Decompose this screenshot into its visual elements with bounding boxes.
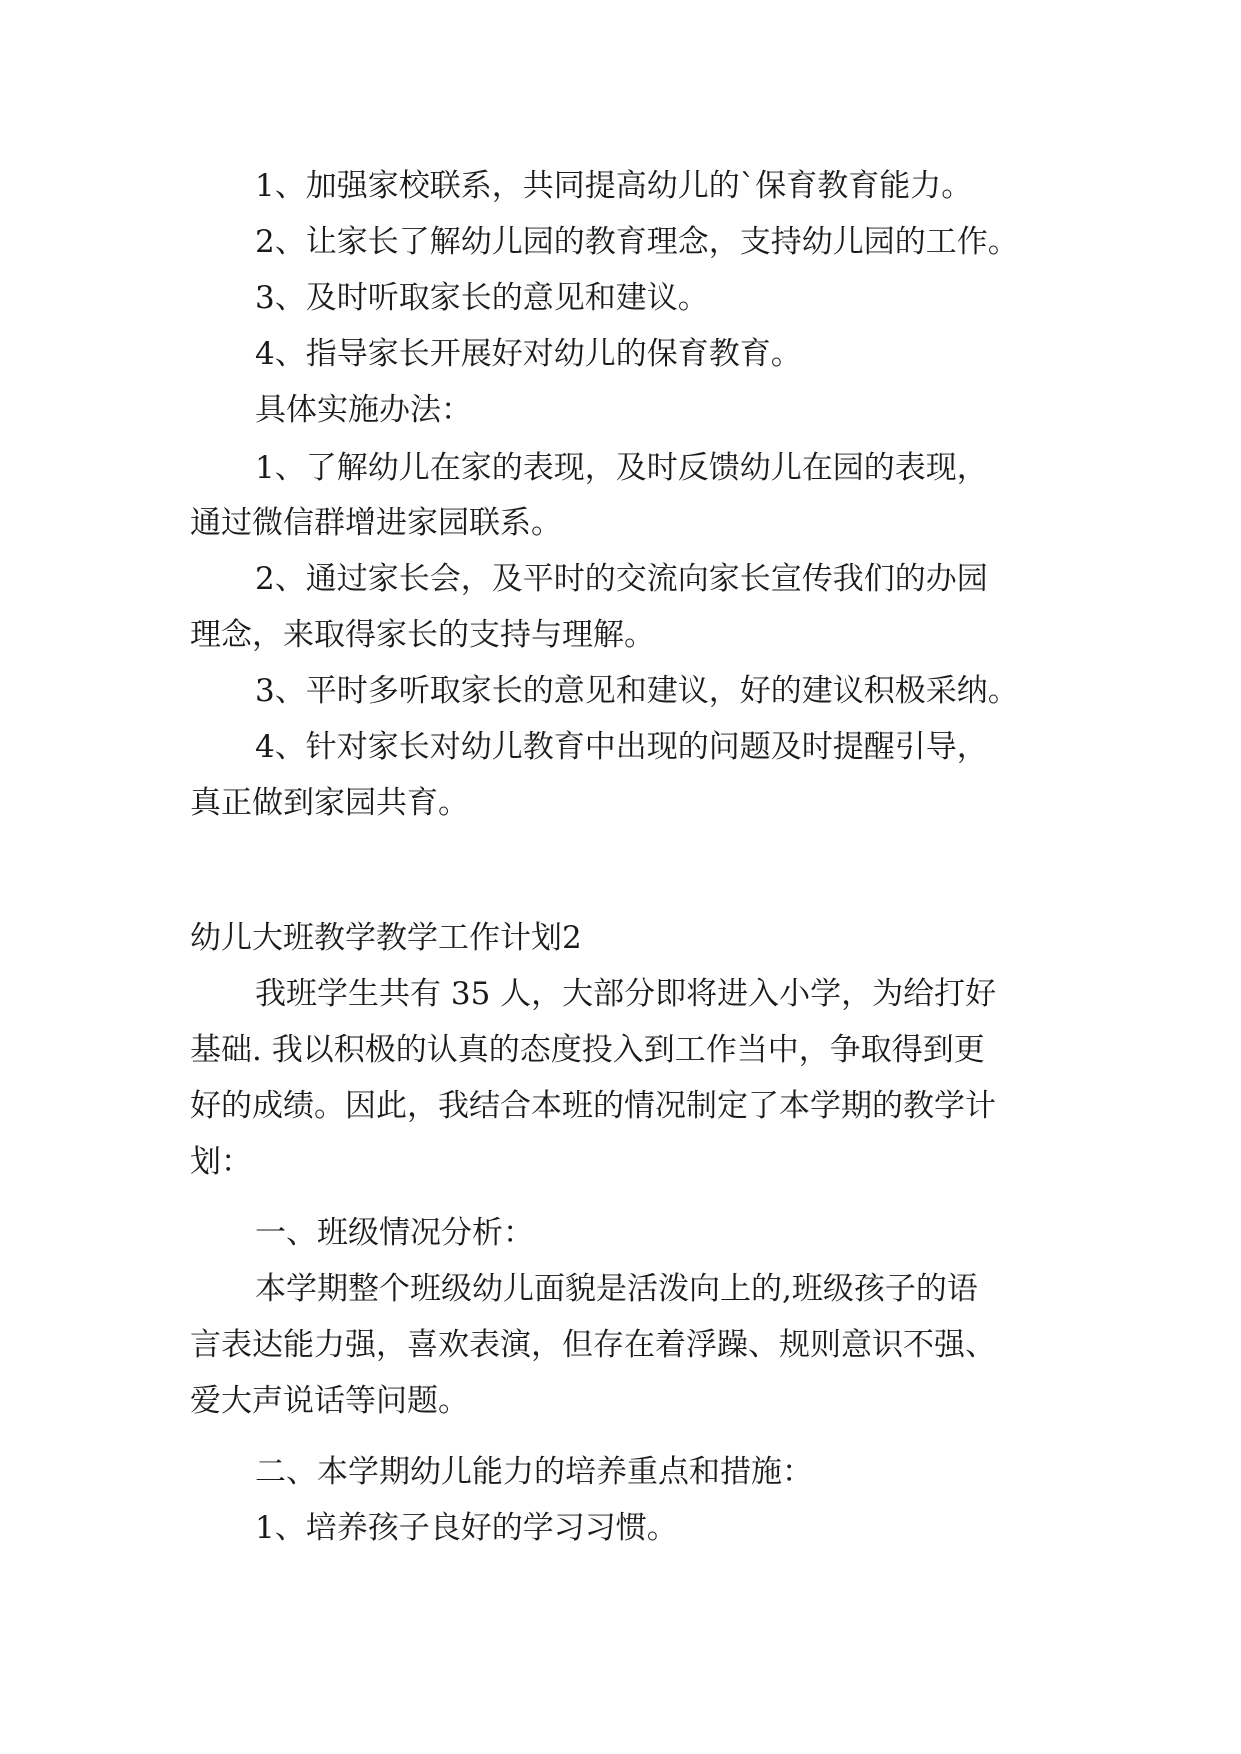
measure-item-line: 真正做到家园共育。	[190, 785, 469, 821]
measure-item-line: 通过微信群增进家园联系。	[190, 505, 562, 541]
measure-item-line: 1、了解幼儿在家的表现，及时反馈幼儿在园的表现，	[255, 450, 988, 486]
measure-item-line: 4、针对家长对幼儿教育中出现的问题及时提醒引导，	[255, 729, 988, 765]
intro-line: 好的成绩。因此，我结合本班的情况制定了本学期的教学计	[190, 1088, 996, 1124]
part2-heading: 二、本学期幼儿能力的培养重点和措施：	[255, 1454, 813, 1490]
section-title: 幼儿大班教学教学工作计划2	[190, 920, 582, 956]
part2-item: 1、培养孩子良好的学习习惯。	[255, 1510, 678, 1546]
part1-body-line: 本学期整个班级幼儿面貌是活泼向上的,班级孩子的语	[255, 1271, 978, 1307]
part1-body-line: 言表达能力强，喜欢表演，但存在着浮躁、规则意识不强、	[190, 1327, 996, 1363]
goal-item: 1、加强家校联系，共同提高幼儿的`保育教育能力。	[255, 168, 973, 204]
part1-heading: 一、班级情况分析：	[255, 1215, 534, 1251]
intro-line: 划：	[190, 1144, 252, 1180]
part1-body-line: 爱大声说话等问题。	[190, 1383, 469, 1419]
measure-item-line: 2、通过家长会，及平时的交流向家长宣传我们的办园	[255, 561, 988, 597]
intro-line: 我班学生共有 35 人，大部分即将进入小学，为给打好	[255, 976, 997, 1012]
goal-item: 3、及时听取家长的意见和建议。	[255, 280, 709, 316]
measure-item-line: 3、平时多听取家长的意见和建议，好的建议积极采纳。	[255, 673, 1019, 709]
measure-item-line: 理念，来取得家长的支持与理解。	[190, 617, 655, 653]
goal-item: 4、指导家长开展好对幼儿的保育教育。	[255, 336, 802, 372]
intro-line: 基础. 我以积极的认真的态度投入到工作当中，争取得到更	[190, 1032, 985, 1068]
measures-heading: 具体实施办法：	[255, 392, 472, 428]
goal-item: 2、让家长了解幼儿园的教育理念，支持幼儿园的工作。	[255, 224, 1019, 260]
